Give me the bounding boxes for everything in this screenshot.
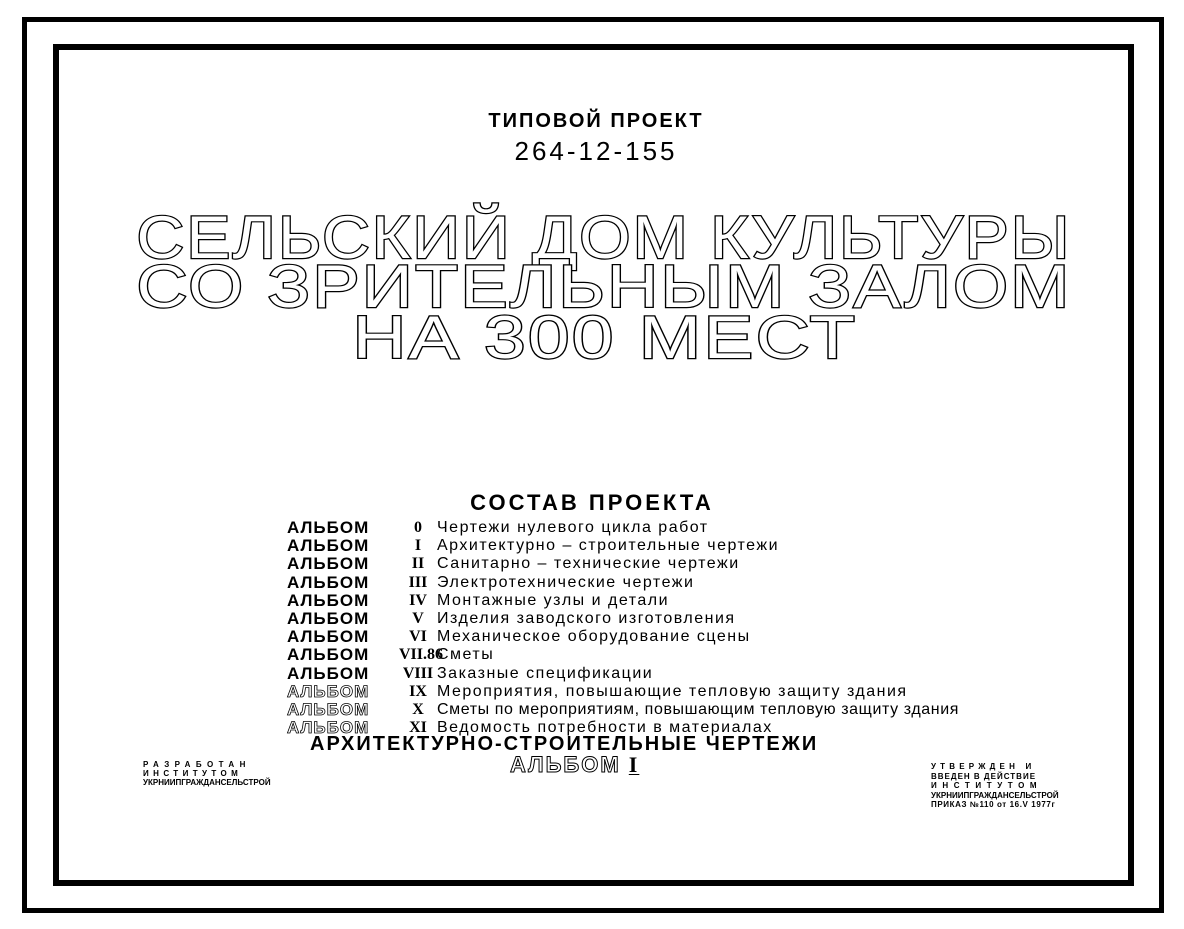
album-word: АЛЬБОМ xyxy=(287,518,370,537)
album-word: АЛЬБОМ xyxy=(287,663,370,683)
album-word: АЛЬБОМ xyxy=(287,718,370,738)
album-description: Механическое оборудование сцены xyxy=(437,628,751,646)
album-row xyxy=(287,610,1117,628)
album-word: АЛЬБОМ xyxy=(287,554,370,574)
developer-line-3: УКРНИИПГРАЖДАНСЕЛЬСТРОЙ xyxy=(143,778,271,787)
album-word: АЛЬБОМ xyxy=(287,681,370,701)
title-line-3: НА 300 МЕСТ xyxy=(352,304,858,371)
album-word: АЛЬБОМ xyxy=(287,699,370,719)
approval-line-2: ВВЕДЕН В ДЕЙСТВИЕ xyxy=(931,771,1037,781)
album-number: I xyxy=(414,537,422,555)
album-word: АЛЬБОМ xyxy=(287,536,370,556)
album-description: Ведомость потребности в материалах xyxy=(437,719,773,737)
album-row xyxy=(287,683,1117,701)
album-number: III xyxy=(408,573,428,591)
album-description: Изделия заводского изготовления xyxy=(437,609,736,627)
album-word: АЛЬБОМ xyxy=(287,572,370,592)
album-row xyxy=(287,574,1117,592)
album-word: АЛЬБОМ xyxy=(287,608,370,628)
approval-line-3: ИНСТИТУТОМ xyxy=(931,781,1043,790)
album-description: Архитектурно – строительные чертежи xyxy=(437,537,780,555)
album-description: Сметы xyxy=(437,646,495,664)
developer-line-2: ИНСТИТУТОМ xyxy=(143,769,243,778)
album-number: VIII xyxy=(402,664,434,682)
title-line-1: СЕЛЬСКИЙ ДОМ КУЛЬТУРЫ xyxy=(136,204,1072,271)
album-number: XI xyxy=(409,719,427,737)
title-line-2: СО ЗРИТЕЛЬНЫМ ЗАЛОМ xyxy=(136,253,1072,320)
album-description: Чертежи нулевого цикла работ xyxy=(437,519,709,536)
album-row xyxy=(287,537,1117,555)
album-word: АЛЬБОМ xyxy=(287,627,370,647)
album-number: V xyxy=(412,609,424,627)
album-number: VII.86 xyxy=(399,646,444,664)
current-album-word: АЛЬБОМ xyxy=(510,752,621,777)
album-number: 0 xyxy=(414,519,422,536)
album-description: Заказные спецификации xyxy=(437,664,654,682)
album-description: Мероприятия, повышающие тепловую защиту здания xyxy=(437,682,908,700)
developer-stamp xyxy=(143,760,271,787)
album-number: IX xyxy=(409,682,427,700)
developer-line-1: РАЗРАБОТАН xyxy=(143,760,251,769)
album-row xyxy=(287,519,1117,537)
album-number: II xyxy=(411,555,425,573)
album-row xyxy=(287,701,1117,719)
current-album-label xyxy=(510,752,639,778)
album-description: Электротехнические чертежи xyxy=(437,573,695,591)
album-description: Монтажные узлы и детали xyxy=(437,591,670,609)
approval-stamp xyxy=(931,762,1059,810)
album-row xyxy=(287,646,1117,664)
approval-line-5: ПРИКАЗ №110 от 16.V 1977г xyxy=(931,800,1056,809)
album-description: Санитарно – технические чертежи xyxy=(437,555,740,573)
composition-heading: СОСТАВ ПРОЕКТА xyxy=(470,490,714,515)
album-number: VI xyxy=(409,628,427,646)
album-row xyxy=(287,628,1117,646)
album-number: IV xyxy=(409,591,427,609)
album-row xyxy=(287,665,1117,683)
album-number: X xyxy=(412,700,424,718)
album-word: АЛЬБОМ xyxy=(287,590,370,610)
project-number: 264-12-155 xyxy=(514,136,678,166)
album-row xyxy=(287,555,1117,573)
album-word: АЛЬБОМ xyxy=(287,645,370,665)
current-album-title: АРХИТЕКТУРНО-СТРОИТЕЛЬНЫЕ ЧЕРТЕЖИ xyxy=(310,733,819,755)
project-label: ТИПОВОЙ ПРОЕКТ xyxy=(488,110,704,132)
album-description: Сметы по мероприятиям, повышающим тепловую защиту здания xyxy=(437,700,959,718)
current-album-number: I xyxy=(628,752,640,777)
approval-line-1: УТВЕРЖДЕН И xyxy=(931,762,1036,771)
main-title xyxy=(0,190,1184,375)
album-row xyxy=(287,592,1117,610)
album-list xyxy=(287,519,1117,737)
approval-line-4: УКРНИИПГРАЖДАНСЕЛЬСТРОЙ xyxy=(931,790,1059,800)
